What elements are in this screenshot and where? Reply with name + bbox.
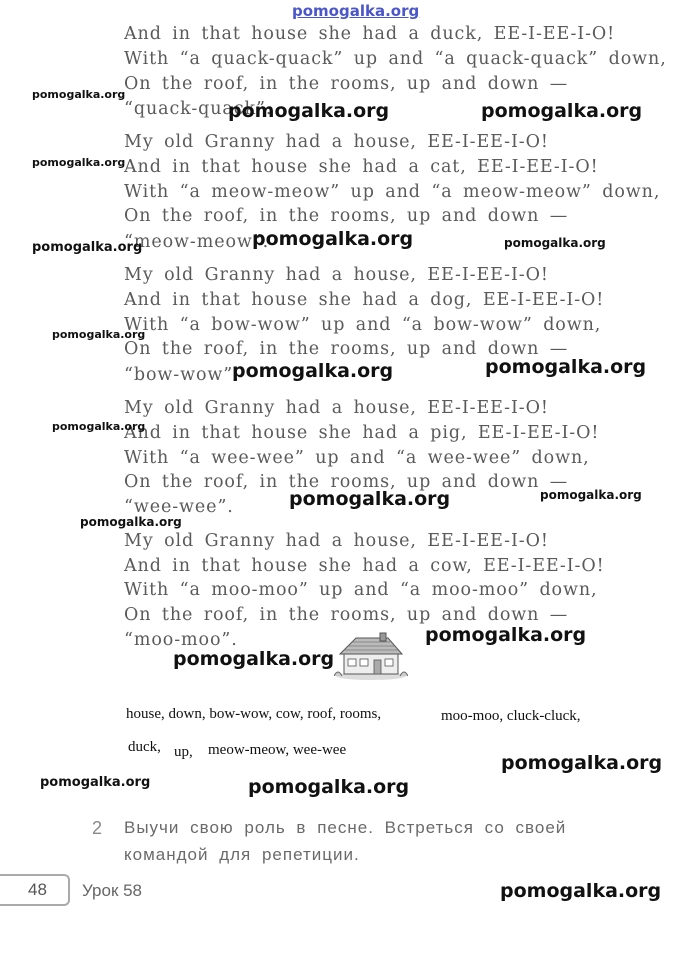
verse-3-line-3: With “a bow-wow” up and “a bow-wow” down, xyxy=(124,315,602,335)
verse-1-line-1: And in that house she had a duck, EE-I-EE-I-O! xyxy=(124,24,616,44)
house-illustration xyxy=(334,632,408,680)
verse-5-line-2: And in that house she had a cow, EE-I-EE-I-O! xyxy=(124,556,605,576)
verse-2-line-4: On the roof, in the rooms, up and down — xyxy=(124,206,569,226)
verse-5-line-4: On the roof, in the rooms, up and down — xyxy=(124,605,569,625)
verse-2-line-3: With “a meow-meow” up and “a meow-meow” down, xyxy=(124,182,661,202)
watermark: pomogalka.org xyxy=(32,240,143,255)
watermark: pomogalka.org xyxy=(252,228,414,250)
wordbank-row-2a: duck, xyxy=(128,739,161,755)
watermark: pomogalka.org xyxy=(232,360,394,382)
verse-4-line-2: And in that house she had a pig, EE-I-EE-I-O! xyxy=(124,423,600,443)
wordbank-row-2b: up, xyxy=(174,744,193,760)
verse-5-line-3: With “a moo-moo” up and “a moo-moo” down, xyxy=(124,580,598,600)
watermark: pomogalka.org xyxy=(80,515,182,529)
verse-2-line-2: And in that house she had a cat, EE-I-EE-I-O! xyxy=(124,157,599,177)
watermark: pomogalka.org xyxy=(248,776,410,798)
lesson-label: Урок 58 xyxy=(82,881,143,900)
verse-4-line-3: With “a wee-wee” up and “a wee-wee” down, xyxy=(124,448,590,468)
watermark: pomogalka.org xyxy=(500,880,662,902)
verse-4-line-1: My old Granny had a house, EE-I-EE-I-O! xyxy=(124,398,549,418)
verse-3-line-1: My old Granny had a house, EE-I-EE-I-O! xyxy=(124,265,549,285)
watermark: pomogalka.org xyxy=(228,100,390,122)
verse-2-line-1: My old Granny had a house, EE-I-EE-I-O! xyxy=(124,132,549,152)
watermark: pomogalka.org xyxy=(540,488,642,502)
verse-5-line-1: My old Granny had a house, EE-I-EE-I-O! xyxy=(124,531,549,551)
page-number: 48 xyxy=(28,880,47,899)
watermark: pomogalka.org xyxy=(32,156,126,169)
verse-4-line-5: “wee-wee”. xyxy=(124,497,234,517)
verse-5-line-5: “moo-moo”. xyxy=(124,630,238,650)
watermark: pomogalka.org xyxy=(501,752,663,774)
watermark: pomogalka.org xyxy=(481,100,643,122)
watermark: pomogalka.org xyxy=(485,356,647,378)
watermark: pomogalka.org xyxy=(425,624,587,646)
watermark: pomogalka.org xyxy=(289,488,451,510)
watermark: pomogalka.org xyxy=(504,236,606,250)
watermark: pomogalka.org xyxy=(32,88,126,101)
wordbank-row-2c: meow-meow, wee-wee xyxy=(208,742,347,758)
wordbank-row-1b: moo-moo, cluck-cluck, xyxy=(441,708,581,724)
watermark: pomogalka.org xyxy=(52,420,146,433)
verse-3-line-5: “bow-wow”. xyxy=(124,365,240,385)
watermark: pomogalka.org xyxy=(173,648,335,670)
verse-2-line-5: “meow-meow”. xyxy=(124,232,270,252)
wordbank-row-1a: house, down, bow-wow, cow, roof, rooms, xyxy=(126,706,382,722)
verse-3-line-2: And in that house she had a dog, EE-I-EE-I-O! xyxy=(124,290,605,310)
task-instruction-line-1: Выучи свою роль в песне. Встреться со своей xyxy=(124,818,567,837)
verse-3-line-4: On the roof, in the rooms, up and down — xyxy=(124,339,569,359)
watermark: pomogalka.org xyxy=(52,328,146,341)
watermark: pomogalka.org xyxy=(40,775,151,790)
task-instruction-line-2: командой для репетиции. xyxy=(124,845,360,864)
verse-1-line-3: On the roof, in the rooms, up and down — xyxy=(124,74,569,94)
task-number-badge: 2 xyxy=(91,818,102,838)
verse-4-line-4: On the roof, in the rooms, up and down — xyxy=(124,472,569,492)
verse-1-line-4: “quack-quack”. xyxy=(124,99,273,119)
verse-1-line-2: With “a quack-quack” up and “a quack-quack” down, xyxy=(124,49,667,69)
watermark-top[interactable]: pomogalka.org xyxy=(292,2,420,20)
